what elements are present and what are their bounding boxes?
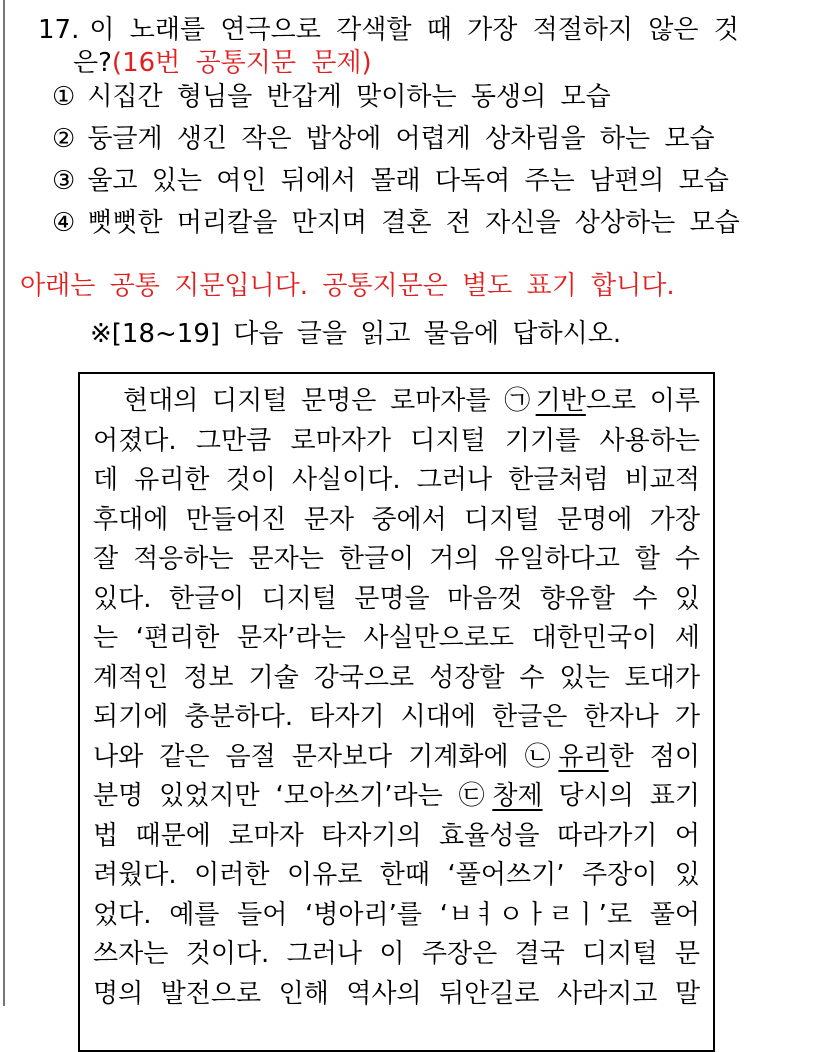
passage-segment: 명의 발전으로 인해 역사의 뒤안길로 사라지고 말 (93, 978, 700, 1009)
passage-segment: 법 때문에 로마자 타자기의 효율성을 따라가기 어 (93, 820, 700, 851)
passage-segment: 당시의 표기 (542, 781, 700, 811)
question-number: 17. (38, 15, 80, 45)
passage-line (93, 382, 700, 422)
option-marker: ③ (52, 166, 76, 196)
option-text: 울고 있는 여인 뒤에서 몰래 다독여 주는 남편의 모습 (87, 166, 729, 196)
passage-line (93, 777, 700, 817)
passage-segment: 계적인 정보 기술 강국으로 성장할 수 있는 토대가 (93, 662, 700, 693)
passage-segment: 잘 적응하는 문자는 한글이 거의 유일하다고 할 수 (93, 544, 700, 574)
passage-segment: 어졌다. 그만큼 로마자가 디지털 기기를 사용하는 (93, 425, 700, 456)
passage-segment: 현대의 디지털 문명은 로마자를 ㉠ (123, 386, 536, 416)
passage-line (93, 580, 700, 620)
passage-segment: 되기에 충분하다. 타자기 시대에 한글은 한자나 가 (93, 702, 700, 732)
passage-line (93, 698, 700, 738)
passage-line (93, 659, 700, 699)
underlined-term: 기반 (535, 386, 586, 416)
passage-line (93, 817, 700, 857)
passage-segment: 분명 있었지만 ‘모아쓰기’라는 ㉢ (93, 781, 493, 811)
common-passage-notice: 아래는 공통 지문입니다. 공통지문은 별도 표기 합니다. (20, 271, 675, 301)
directive-line: ※[18~19] 다음 글을 읽고 물음에 답하시오. (90, 319, 622, 349)
passage-lines (93, 382, 700, 1014)
passage-line (93, 540, 700, 580)
option-row (52, 84, 812, 111)
option-row (52, 210, 812, 237)
passage-line (93, 935, 700, 975)
passage-line (93, 856, 700, 896)
passage-line (93, 501, 700, 541)
passage-line (93, 619, 700, 659)
passage-segment: 나와 같은 음절 문자보다 기계화에 ㉡ (93, 741, 559, 772)
option-text: 둥글게 생긴 작은 밥상에 어렵게 상차림을 하는 모습 (87, 124, 715, 154)
question-text: 이 노래를 연극으로 각색할 때 가장 적절하지 않은 것 (89, 15, 739, 45)
passage-line (93, 975, 700, 1015)
passage-line (93, 461, 700, 501)
option-marker: ② (52, 124, 76, 154)
option-row (52, 126, 812, 153)
passage-segment: 쓰자는 것이다. 그러나 이 주장은 결국 디지털 문 (93, 939, 700, 969)
passage-segment: 려웠다. 이러한 이유로 한때 ‘풀어쓰기’ 주장이 있 (93, 860, 700, 890)
passage-segment: 는 ‘편리한 문자’라는 사실만으로도 대한민국이 세 (93, 623, 700, 653)
passage-box (78, 372, 715, 1052)
option-text: 뻣뻣한 머리칼을 만지며 결혼 전 자신을 상상하는 모습 (87, 208, 740, 238)
question-text-continued: 은? (73, 48, 112, 78)
option-text: 시집간 형님을 반갑게 맞이하는 동생의 모습 (87, 82, 611, 112)
options-list (52, 84, 812, 252)
question-line1 (38, 15, 739, 45)
passage-segment: 었다. 예를 들어 ‘병아리’를 ‘ㅂㅕㅇㅏㄹㅣ’로 풀어 (93, 899, 700, 930)
passage-segment: 후대에 만들어진 문자 중에서 디지털 문명에 가장 (93, 504, 700, 535)
question-line2 (73, 48, 372, 78)
passage-segment: 데 유리한 것이 사실이다. 그러나 한글처럼 비교적 (93, 465, 700, 495)
passage-segment: 한 점이 (608, 741, 700, 772)
underlined-term: 창제 (492, 781, 543, 811)
passage-line (93, 896, 700, 936)
passage-segment: 으로 이루 (585, 386, 700, 416)
underlined-term: 유리 (558, 741, 609, 772)
question-red-note: (16번 공통지문 문제) (111, 48, 372, 78)
passage-line (93, 422, 700, 462)
passage-line (93, 738, 700, 778)
option-marker: ④ (52, 208, 76, 238)
option-row (52, 168, 812, 195)
page-left-rule (3, 0, 5, 1006)
option-marker: ① (52, 82, 76, 112)
passage-segment: 있다. 한글이 디지털 문명을 마음껏 향유할 수 있 (93, 583, 700, 614)
